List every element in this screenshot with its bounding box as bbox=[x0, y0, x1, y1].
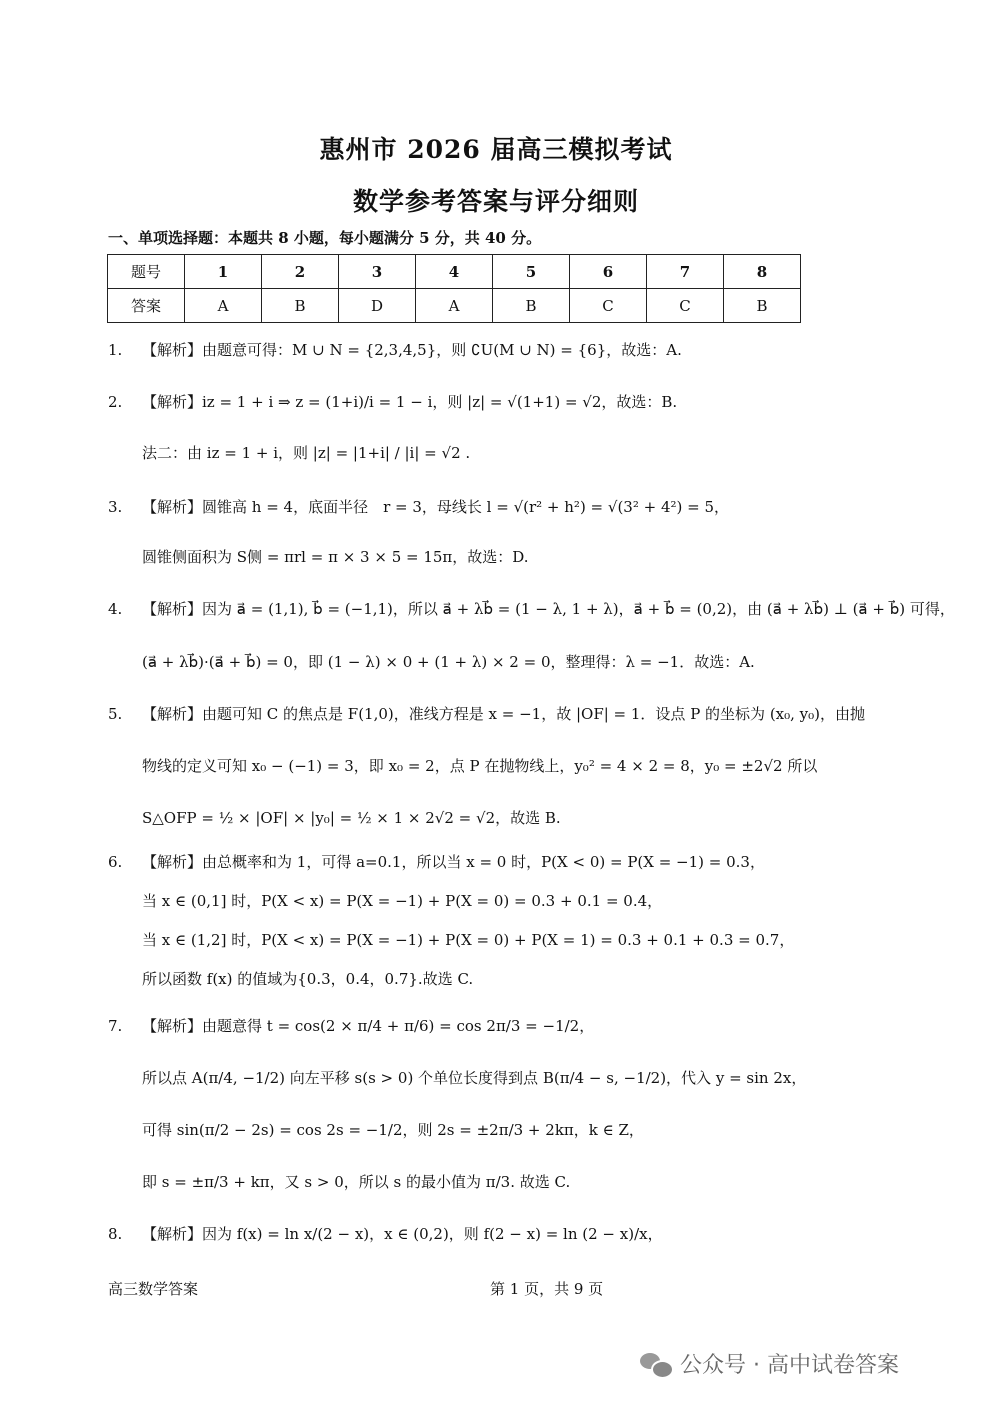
page-subtitle: 数学参考答案与评分细则 bbox=[352, 187, 639, 216]
solution-line bbox=[142, 756, 817, 776]
answer-cell: B bbox=[493, 289, 570, 323]
answer-table-row-label: 答案 bbox=[108, 289, 185, 323]
solution-line bbox=[108, 1224, 663, 1244]
question-number: 2 bbox=[262, 255, 339, 289]
answer-table bbox=[107, 254, 801, 323]
question-number: 1 bbox=[185, 255, 262, 289]
solution-text: 物线的定义可知 x₀ − (−1) = 3，即 x₀ = 2，点 P 在抛物线上，y₀² = 4 × 2 = 8，y₀ = ±2√2 所以 bbox=[142, 757, 818, 775]
footer-left: 高三数学答案 bbox=[108, 1280, 199, 1298]
answer-table-header-row bbox=[108, 255, 801, 289]
answer-table-answer-row bbox=[108, 289, 801, 323]
solution-line bbox=[108, 392, 677, 412]
solution-text: (a⃗ + λb⃗)·(a⃗ + b⃗) = 0，即 (1 − λ) × 0 + (1 + λ) × 2 = 0，整理得：λ = −1．故选：A. bbox=[142, 653, 755, 671]
solution-text: 【解析】由题意得 t = cos(2 × π/4 + π/6) = cos 2π/3 = −1/2， bbox=[142, 1017, 595, 1035]
solution-text: 【解析】因为 a⃗ = (1,1), b⃗ = (−1,1)，所以 a⃗ + λb⃗ = (1 − λ, 1 + λ)，a⃗ + b⃗ = (0,2)，由 (a⃗ + λb⃗) ⊥ (a⃗ + b⃗) 可得， bbox=[142, 600, 955, 618]
solution-line bbox=[142, 1172, 570, 1192]
solution-text: 即 s = ±π/3 + kπ，又 s > 0，所以 s 的最小值为 π/3. 故选 C. bbox=[142, 1173, 571, 1191]
solution-text: 【解析】由总概率和为 1，可得 a=0.1，所以当 x = 0 时，P(X < 0) = P(X = −1) = 0.3， bbox=[142, 853, 765, 871]
solution-number: 6. bbox=[108, 853, 123, 871]
answer-cell: C bbox=[570, 289, 647, 323]
solution-text: 【解析】iz = 1 + i ⇒ z = (1+i)/i = 1 − i，则 |z| = √(1+1) = √2，故选：B. bbox=[142, 393, 678, 411]
solution-text: 所以函数 f(x) 的值域为{0.3，0.4，0.7}.故选 C. bbox=[142, 970, 474, 988]
answer-cell: A bbox=[416, 289, 493, 323]
question-number: 5 bbox=[493, 255, 570, 289]
solution-number: 5. bbox=[108, 705, 123, 723]
solution-line bbox=[142, 808, 561, 828]
solution-text: 法二：由 iz = 1 + i，则 |z| = |1+i| / |i| = √2 . bbox=[142, 444, 471, 462]
solution-line bbox=[142, 1120, 644, 1140]
solution-text: 【解析】由题意可得：M ∪ N = {2,3,4,5}，则 ∁U(M ∪ N) = {6}，故选：A. bbox=[142, 341, 682, 359]
solution-line bbox=[108, 1016, 594, 1036]
answer-cell: B bbox=[262, 289, 339, 323]
solution-text: 【解析】圆锥高 h = 4，底面半径 r = 3，母线长 l = √(r² + h²) = √(3² + 4²) = 5， bbox=[142, 498, 730, 516]
solution-text: 圆锥侧面积为 S侧 = πrl = π × 3 × 5 = 15π，故选：D. bbox=[142, 548, 529, 566]
solution-line bbox=[108, 340, 682, 360]
solution-line bbox=[142, 443, 470, 463]
solution-line bbox=[108, 497, 729, 517]
question-number: 7 bbox=[647, 255, 724, 289]
solution-line bbox=[108, 852, 765, 872]
wechat-icon bbox=[640, 1351, 672, 1377]
solution-line bbox=[142, 891, 662, 911]
solution-text: 所以点 A(π/4, −1/2) 向左平移 s(s > 0) 个单位长度得到点 B(π/4 − s, −1/2)，代入 y = sin 2x， bbox=[142, 1069, 807, 1087]
section-heading: 一、单项选择题：本题共 8 小题，每小题满分 5 分，共 40 分。 bbox=[108, 229, 542, 247]
solution-number: 7. bbox=[108, 1017, 123, 1035]
solution-number: 1. bbox=[108, 341, 123, 359]
answer-cell: A bbox=[185, 289, 262, 323]
solution-line bbox=[142, 969, 473, 989]
solution-number: 2. bbox=[108, 393, 123, 411]
page-title: 惠州市 2026 届高三模拟考试 bbox=[319, 135, 673, 164]
solution-text: 可得 sin(π/2 − 2s) = cos 2s = −1/2，则 2s = ±2π/3 + 2kπ，k ∈ Z， bbox=[142, 1121, 644, 1139]
solution-line bbox=[108, 599, 955, 619]
solution-number: 4. bbox=[108, 600, 123, 618]
question-number: 3 bbox=[339, 255, 416, 289]
solution-line bbox=[142, 1068, 806, 1088]
solution-text: 当 x ∈ (1,2] 时，P(X < x) = P(X = −1) + P(X = 0) + P(X = 1) = 0.3 + 0.1 + 0.3 = 0.7， bbox=[142, 931, 795, 949]
answer-cell: B bbox=[724, 289, 801, 323]
solution-line bbox=[142, 547, 529, 567]
question-number: 6 bbox=[570, 255, 647, 289]
solution-line bbox=[142, 930, 794, 950]
solution-text: 当 x ∈ (0,1] 时，P(X < x) = P(X = −1) + P(X = 0) = 0.3 + 0.1 = 0.4， bbox=[142, 892, 663, 910]
answer-table-row-label: 题号 bbox=[108, 255, 185, 289]
solution-line bbox=[108, 704, 865, 724]
solution-number: 8. bbox=[108, 1225, 123, 1243]
question-number: 4 bbox=[416, 255, 493, 289]
watermark bbox=[640, 1348, 899, 1379]
watermark-text: 公众号 · 高中试卷答案 bbox=[680, 1353, 899, 1378]
solution-number: 3. bbox=[108, 498, 123, 516]
answer-cell: C bbox=[647, 289, 724, 323]
solution-line bbox=[142, 652, 755, 672]
question-number: 8 bbox=[724, 255, 801, 289]
solution-text: S△OFP = ½ × |OF| × |y₀| = ½ × 1 × 2√2 = √2，故选 B. bbox=[142, 809, 561, 827]
footer-page-number: 第 1 页，共 9 页 bbox=[490, 1280, 604, 1298]
answer-cell: D bbox=[339, 289, 416, 323]
solution-text: 【解析】由题可知 C 的焦点是 F(1,0)，准线方程是 x = −1，故 |OF| = 1．设点 P 的坐标为 (x₀, y₀)，由抛 bbox=[142, 705, 866, 723]
solution-text: 【解析】因为 f(x) = ln x/(2 − x)，x ∈ (0,2)，则 f(2 − x) = ln (2 − x)/x， bbox=[142, 1225, 663, 1243]
